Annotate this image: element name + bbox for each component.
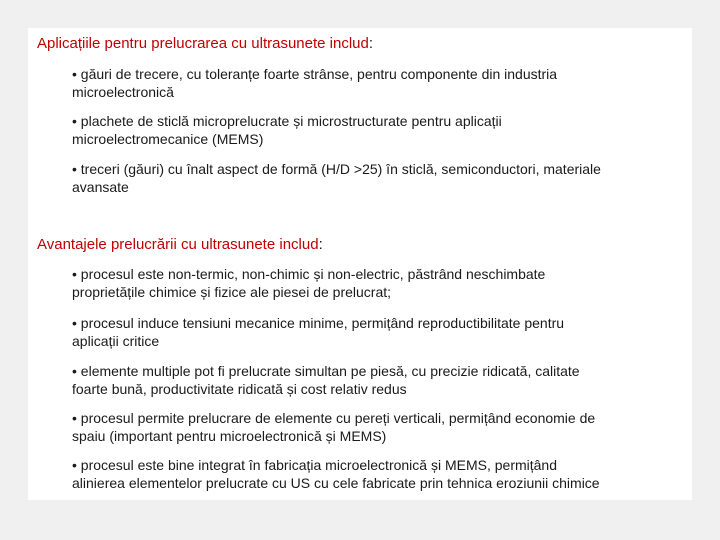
list-item-line: • găuri de trecere, cu toleranțe foarte strânse, pentru componente din industria bbox=[72, 66, 558, 82]
list-item-line: • procesul induce tensiuni mecanice minime, permițând reproductibilitate pentru bbox=[72, 315, 565, 331]
advantages-list-item bbox=[72, 456, 684, 492]
list-item-line: proprietățile chimice și fizice ale piesei de prelucrat; bbox=[72, 284, 392, 300]
list-item-line: microelectronică bbox=[72, 84, 174, 100]
advantages-list-item bbox=[72, 362, 684, 398]
list-item-line: • procesul permite prelucrare de elemente cu pereți verticali, permițând economie de bbox=[72, 410, 596, 426]
advantages-list-item bbox=[72, 265, 684, 301]
list-item-line: foarte bună, productivitate ridicată și cost relativ redus bbox=[72, 381, 407, 397]
applications-list-item bbox=[72, 112, 684, 148]
applications-heading-text: Aplicațiile pentru prelucrarea cu ultrasunete includ bbox=[37, 35, 369, 52]
advantages-heading-text: Avantajele prelucrării cu ultrasunete includ bbox=[37, 236, 319, 253]
advantages-heading bbox=[37, 236, 323, 254]
applications-list-item bbox=[72, 65, 684, 101]
list-item-line: • treceri (găuri) cu înalt aspect de formă (H/D >25) în sticlă, semiconductori, materiale bbox=[72, 161, 601, 177]
list-item-line: spaiu (important pentru microelectronică și MEMS) bbox=[72, 428, 387, 444]
list-item-line: microelectromecanice (MEMS) bbox=[72, 131, 264, 147]
list-item-line: • elemente multiple pot fi prelucrate simultan pe piesă, cu precizie ridicată, calitate bbox=[72, 363, 580, 379]
list-item-line: avansate bbox=[72, 179, 129, 195]
applications-heading bbox=[37, 35, 373, 53]
advantages-list-item bbox=[72, 314, 684, 350]
slide-content-panel bbox=[28, 28, 692, 500]
list-item-line: • plachete de sticlă microprelucrate și microstructurate pentru aplicații bbox=[72, 113, 502, 129]
list-item-line: alinierea elementelor prelucrate cu US cu cele fabricate prin tehnica eroziunii chimice bbox=[72, 475, 600, 491]
list-item-line: • procesul este non-termic, non-chimic și non-electric, păstrând neschimbate bbox=[72, 266, 546, 282]
applications-heading-colon: : bbox=[368, 35, 374, 52]
advantages-list-item bbox=[72, 409, 684, 445]
advantages-heading-colon: : bbox=[318, 236, 323, 253]
applications-list-item bbox=[72, 160, 684, 196]
list-item-line: aplicații critice bbox=[72, 333, 160, 349]
list-item-line: • procesul este bine integrat în fabricația microelectronică și MEMS, permițând bbox=[72, 457, 558, 473]
